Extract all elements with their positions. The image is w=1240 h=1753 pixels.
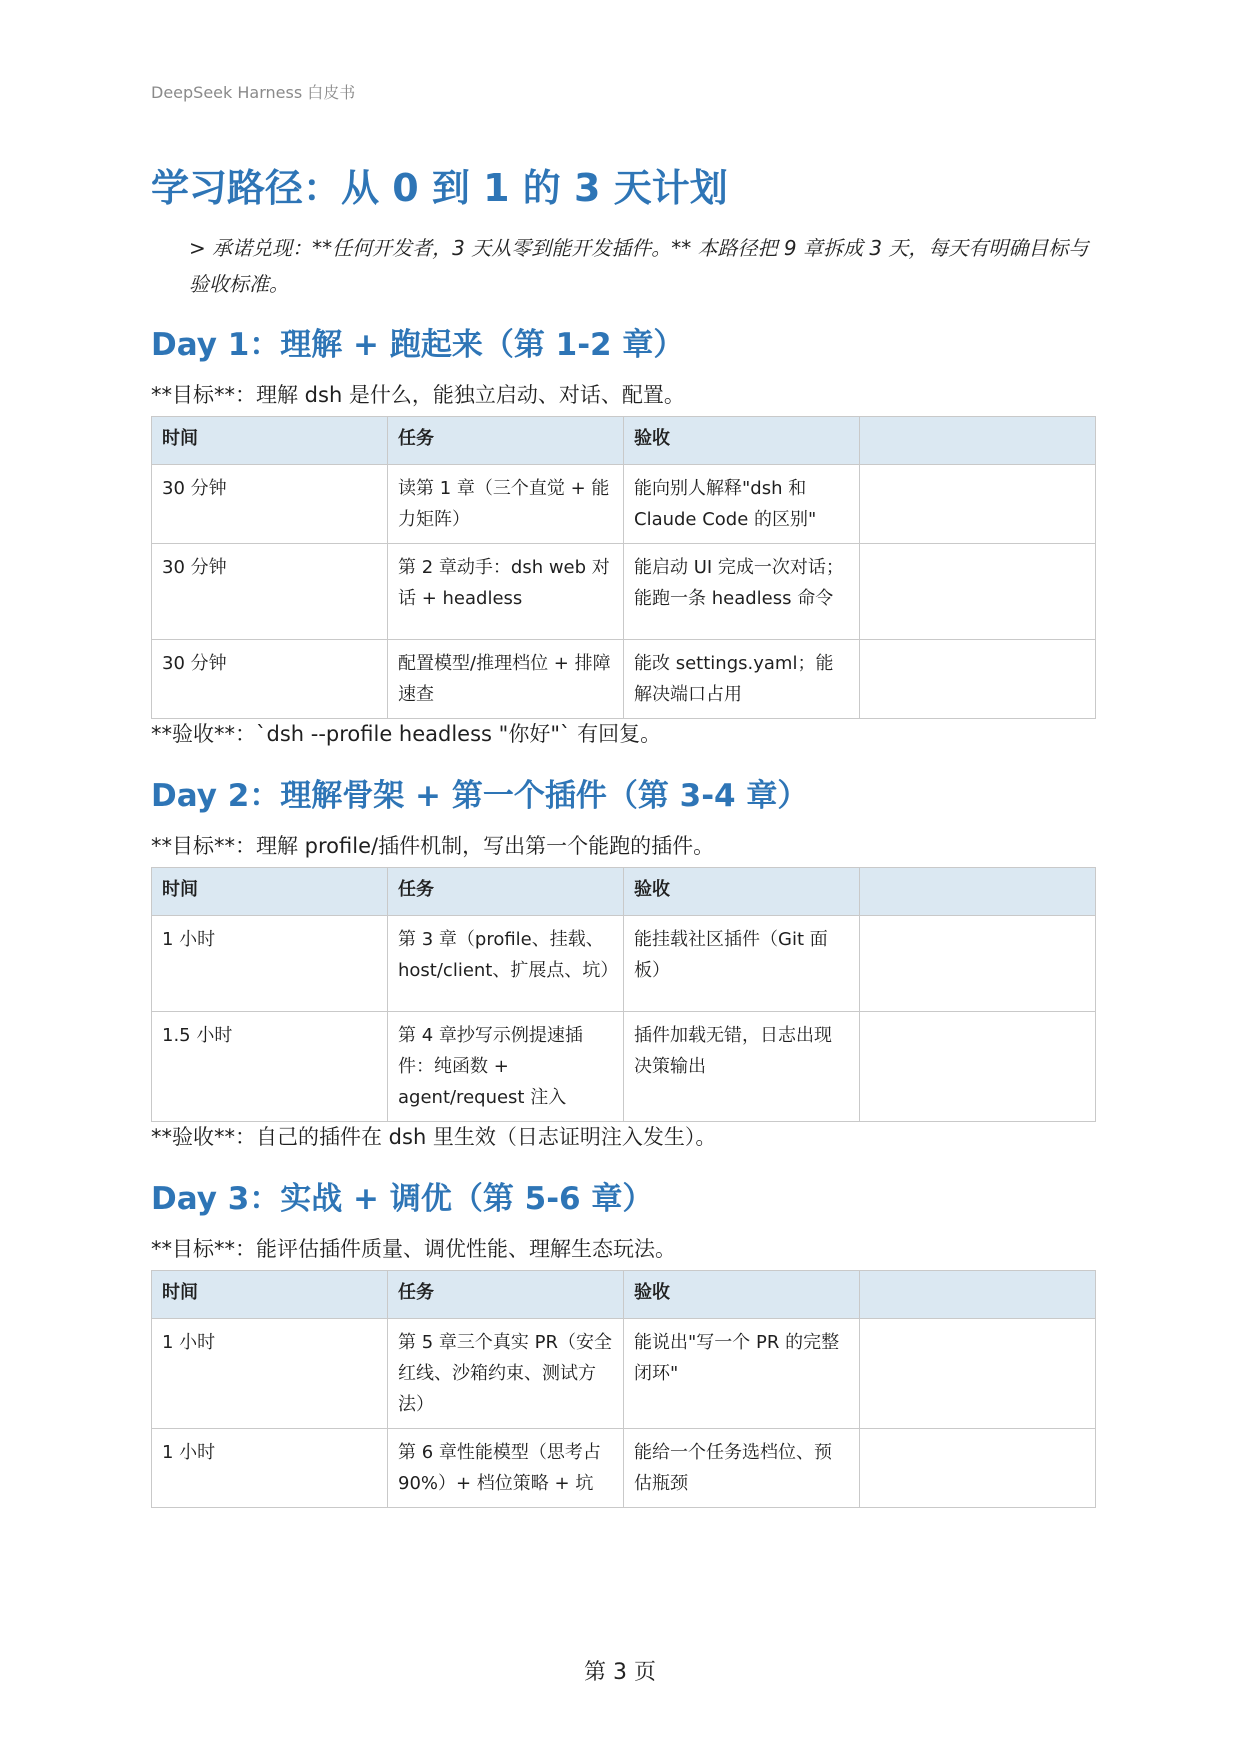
header-time: 时间 [152, 868, 388, 916]
table-row [152, 1012, 1096, 1122]
document-body [151, 160, 1096, 1508]
day-3-title: Day 3：实战 + 调优（第 5-6 章） [151, 1181, 654, 1217]
table-row [152, 1429, 1096, 1508]
table-header-row [152, 1271, 1096, 1319]
cell-time: 30 分钟 [152, 544, 388, 640]
day-3-goal: **目标**：能评估插件质量、调优性能、理解生态玩法。 [151, 1237, 676, 1261]
cell-extra [860, 1319, 1096, 1429]
cell-extra [860, 544, 1096, 640]
table-row [152, 465, 1096, 544]
header-check: 验收 [624, 868, 860, 916]
header-task: 任务 [388, 868, 624, 916]
header-extra [860, 1271, 1096, 1319]
cell-time: 1 小时 [152, 1429, 388, 1508]
day-2-section [151, 773, 1096, 1152]
header-check: 验收 [624, 417, 860, 465]
cell-check: 能给一个任务选档位、预估瓶颈 [624, 1429, 860, 1508]
header-time: 时间 [152, 417, 388, 465]
cell-time: 1 小时 [152, 1319, 388, 1429]
table-header-row [152, 868, 1096, 916]
cell-time: 30 分钟 [152, 640, 388, 719]
cell-check: 能启动 UI 完成一次对话；能跑一条 headless 命令 [624, 544, 860, 640]
table-row [152, 544, 1096, 640]
day-1-title: Day 1：理解 + 跑起来（第 1-2 章） [151, 327, 685, 363]
cell-task: 第 5 章三个真实 PR（安全红线、沙箱约束、测试方法） [388, 1319, 624, 1429]
day-1-acceptance: **验收**：`dsh --profile headless "你好"` 有回复。 [151, 722, 662, 746]
cell-time: 30 分钟 [152, 465, 388, 544]
promise-quote: > 承诺兑现：**任何开发者，3 天从零到能开发插件。** 本路径把 9 章拆成 3 天，每天有明确目标与验收标准。 [189, 236, 1089, 296]
cell-task: 第 3 章（profile、挂载、host/client、扩展点、坑） [388, 916, 624, 1012]
cell-task: 第 4 章抄写示例提速插件：纯函数 + agent/request 注入 [388, 1012, 624, 1122]
page-title: 学习路径：从 0 到 1 的 3 天计划 [151, 166, 728, 210]
header-task: 任务 [388, 417, 624, 465]
day-1-table [151, 416, 1096, 719]
cell-task: 第 6 章性能模型（思考占 90%）+ 档位策略 + 坑 [388, 1429, 624, 1508]
header-time: 时间 [152, 1271, 388, 1319]
cell-check: 能向别人解释"dsh 和 Claude Code 的区别" [624, 465, 860, 544]
header-task: 任务 [388, 1271, 624, 1319]
day-1-goal: **目标**：理解 dsh 是什么，能独立启动、对话、配置。 [151, 383, 685, 407]
table-row [152, 640, 1096, 719]
header-check: 验收 [624, 1271, 860, 1319]
day-3-section [151, 1176, 1096, 1508]
table-row [152, 916, 1096, 1012]
day-1-section [151, 322, 1096, 749]
cell-time: 1.5 小时 [152, 1012, 388, 1122]
page-number: 第 3 页 [584, 1660, 656, 1685]
cell-check: 插件加载无错，日志出现决策输出 [624, 1012, 860, 1122]
table-row [152, 1319, 1096, 1429]
cell-extra [860, 1429, 1096, 1508]
day-2-acceptance: **验收**：自己的插件在 dsh 里生效（日志证明注入发生）。 [151, 1125, 717, 1149]
header-extra [860, 417, 1096, 465]
cell-extra [860, 1012, 1096, 1122]
cell-extra [860, 465, 1096, 544]
day-3-table [151, 1270, 1096, 1508]
day-2-title: Day 2：理解骨架 + 第一个插件（第 3-4 章） [151, 778, 809, 814]
cell-extra [860, 916, 1096, 1012]
cell-task: 读第 1 章（三个直觉 + 能力矩阵） [388, 465, 624, 544]
day-2-table [151, 867, 1096, 1122]
cell-extra [860, 640, 1096, 719]
table-header-row [152, 417, 1096, 465]
cell-check: 能挂载社区插件（Git 面板） [624, 916, 860, 1012]
cell-check: 能说出"写一个 PR 的完整闭环" [624, 1319, 860, 1429]
cell-time: 1 小时 [152, 916, 388, 1012]
cell-check: 能改 settings.yaml；能解决端口占用 [624, 640, 860, 719]
header-extra [860, 868, 1096, 916]
running-header: DeepSeek Harness 白皮书 [151, 83, 356, 102]
day-2-goal: **目标**：理解 profile/插件机制，写出第一个能跑的插件。 [151, 834, 715, 858]
cell-task: 第 2 章动手：dsh web 对话 + headless [388, 544, 624, 640]
cell-task: 配置模型/推理档位 + 排障速查 [388, 640, 624, 719]
